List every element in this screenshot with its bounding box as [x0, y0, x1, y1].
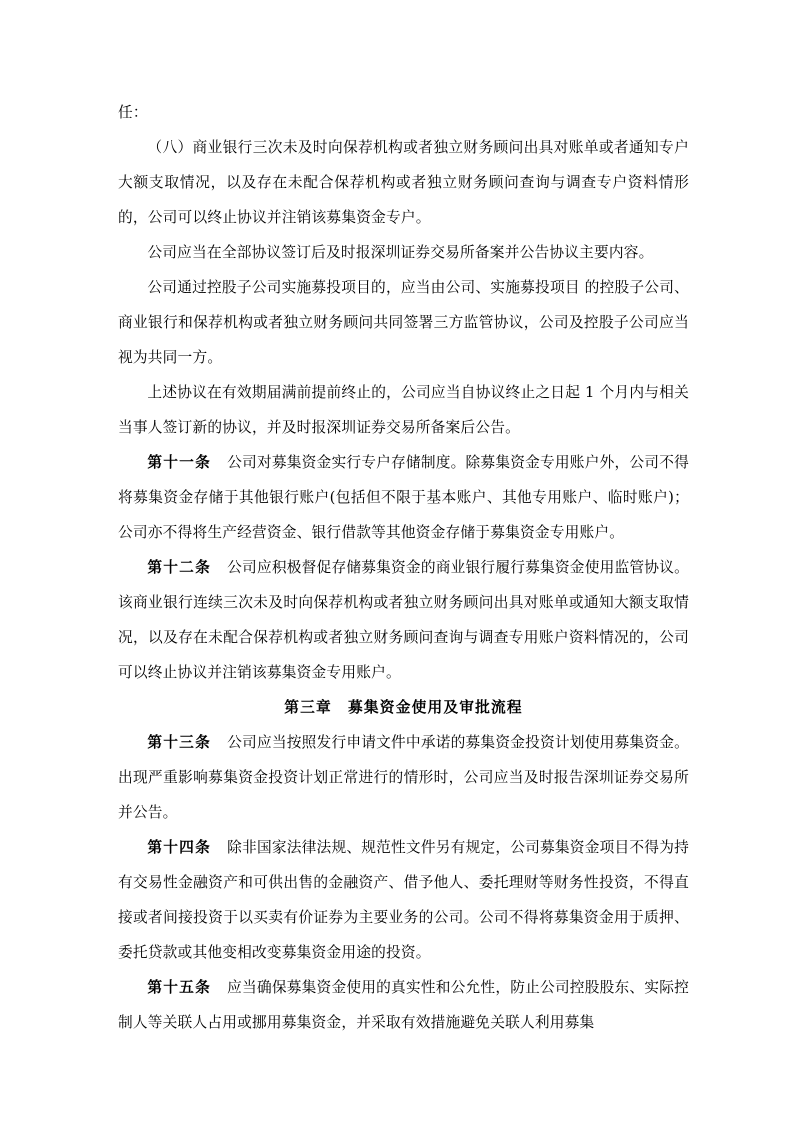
article-text: 公司应当按照发行申请文件中承诺的募集资金投资计划使用募集资金。出现严重影响募集资金投资计划正常进行的情形时，公司应当及时报告深圳证券交易所并公告。 [118, 734, 689, 821]
article-paragraph [118, 970, 689, 1040]
paragraph: 上述协议在有效期届满前提前终止的，公司应当自协议终止之日起 1 个月内与相关当事人签订新的协议，并及时报深圳证券交易所备案后公告。 [118, 384, 689, 436]
paragraph: 公司通过控股子公司实施募投项目的，应当由公司、实施募投项目 的控股子公司、商业银行和保荐机构或者独立财务顾问共同签署三方监管协议，公司及控股子公司应当视为共同一方。 [118, 279, 689, 366]
chapter-number: 第三章 [284, 699, 332, 716]
article-paragraph [118, 725, 689, 830]
chapter-heading [118, 690, 689, 725]
article-paragraph [118, 445, 689, 550]
paragraph: 公司应当在全部协议签订后及时报深圳证券交易所备案并公告协议主要内容。 [147, 244, 654, 261]
article-text: 公司对募集资金实行专户存储制度。除募集资金专用账户外，公司不得将募集资金存储于其他银行账户(包括但不限于基本账户、其他专用账户、临时账户)；公司亦不得将生产经营资金、银行借款等其他资金存储于募集资金专用账户。 [118, 454, 689, 541]
document-body [118, 95, 689, 1040]
chapter-title: 募集资金使用及审批流程 [348, 699, 523, 716]
article-text: 应当确保募集资金使用的真实性和公允性，防止公司控股股东、实际控制人等关联人占用或挪用募集资金，并采取有效措施避免关联人利用募集 [118, 979, 689, 1031]
article-label: 第十一条 [147, 454, 211, 471]
article-paragraph [118, 550, 689, 690]
article-label: 第十二条 [147, 559, 211, 576]
paragraph: （八）商业银行三次未及时向保荐机构或者独立财务顾问出具对账单或者通知专户大额支取情况，以及存在未配合保荐机构或者独立财务顾问查询与调查专户资料情形的，公司可以终止协议并注销该募集资金专户。 [118, 139, 689, 226]
article-text: 公司应积极督促存储募集资金的商业银行履行募集资金使用监管协议。该商业银行连续三次未及时向保荐机构或者独立财务顾问出具对账单或通知大额支取情况，以及存在未配合保荐机构或者独立财务顾问查询与调查专用账户资料情况的，公司可以终止协议并注销该募集资金专用账户。 [118, 559, 689, 681]
article-text: 除非国家法律法规、规范性文件另有规定，公司募集资金项目不得为持有交易性金融资产和可供出售的金融资产、借予他人、委托理财等财务性投资，不得直接或者间接投资于以买卖有价证券为主要业务的公司。公司不得将募集资金用于质押、委托贷款或其他变相改变募集资金用途的投资。 [118, 839, 689, 961]
paragraph: 任： [118, 104, 148, 121]
article-label: 第十三条 [147, 734, 211, 751]
article-paragraph [118, 830, 689, 970]
article-label: 第十五条 [147, 979, 211, 996]
article-label: 第十四条 [147, 839, 211, 856]
